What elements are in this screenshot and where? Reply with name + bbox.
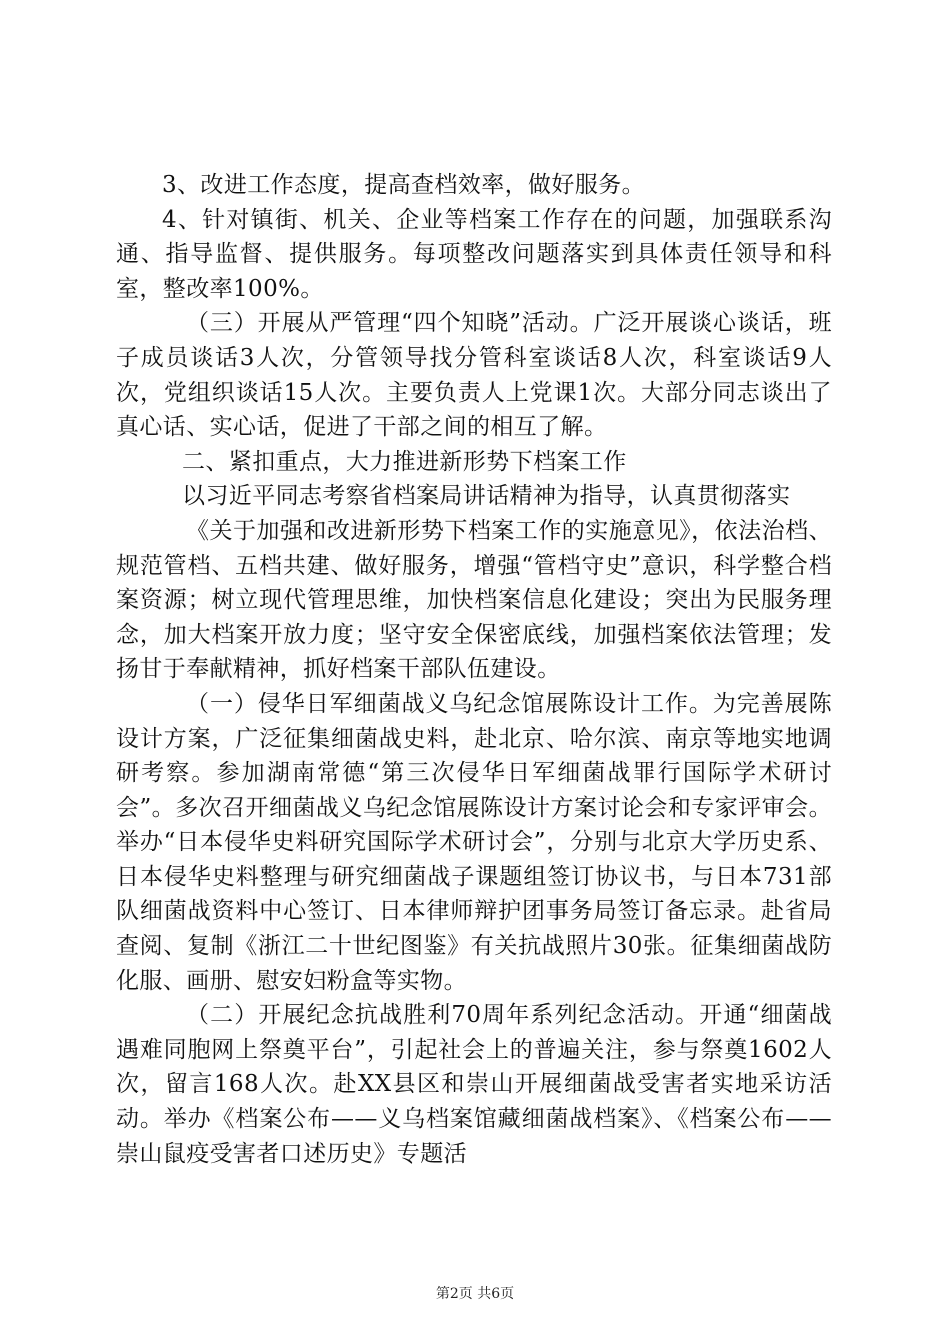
section-heading-2: 二、紧扣重点，大力推进新形势下档案工作 xyxy=(182,448,627,475)
paragraph-section-2-anniversary: （二）开展纪念抗战胜利70周年系列纪念活动。开通“细菌战遇难同胞网上祭奠平台”，引起社会上的普遍关注，参与祭奠1602人次，留言168人次。赴XX县区和崇山开展细菌战受害者实地采访活动。举办《档案公布——义乌档案馆藏细菌战档案》、《档案公布——崇山鼠疫受害者口述历史》专题活 xyxy=(116,1002,832,1167)
paragraph-section-1-museum: （一）侵华日军细菌战义乌纪念馆展陈设计工作。为完善展陈设计方案，广泛征集细菌战史料，赴北京、哈尔滨、南京等地实地调研考察。参加湖南常德“第三次侵华日军细菌战罪行国际学术研讨会”。多次召开细菌战义乌纪念馆展陈设计方案讨论会和专家评审会。举办“日本侵华史料研究国际学术研讨会”，分别与北京大学历史系、日本侵华史料整理与研究细菌战子课题组签订协议书，与日本731部队细菌战资料中心签订、日本律师辩护团事务局签订备忘录。赴省局查阅、复制《浙江二十世纪图鉴》有关抗战照片30张。征集细菌战防化服、画册、慰安妇粉盒等实物。 xyxy=(116,690,832,994)
paragraph-item-4: 4、针对镇街、机关、企业等档案工作存在的问题，加强联系沟通、指导监督、提供服务。每项整改问题落实到具体责任领导和科室，整改率100%。 xyxy=(116,206,832,302)
paragraph-item-3: 3、改进工作态度，提高查档效率，做好服务。 xyxy=(162,172,646,198)
paragraph-implementation: 《关于加强和改进新形势下档案工作的实施意见》，依法治档、规范管档、五档共建、做好服务，增强“管档守史”意识，科学整合档案资源；树立现代管理思维，加快档案信息化建设；突出为民服务理念，加大档案开放力度；坚守安全保密底线，加强档案依法管理；发扬甘于奉献精神，抓好档案干部队伍建设。 xyxy=(116,517,832,683)
paragraph-guidance: 以习近平同志考察省档案局讲话精神为指导，认真贯彻落实 xyxy=(182,483,791,510)
page-number-footer: 第2页 共6页 xyxy=(435,1286,515,1302)
paragraph-section-3-talks: （三）开展从严管理“四个知晓”活动。广泛开展谈心谈话，班子成员谈话3人次，分管领导找分管科室谈话8人次，科室谈话9人次，党组织谈话15人次。主要负责人上党课1次。大部分同志谈出了真心话、实心话，促进了干部之间的相互了解。 xyxy=(116,310,832,441)
document-body xyxy=(116,168,832,1171)
